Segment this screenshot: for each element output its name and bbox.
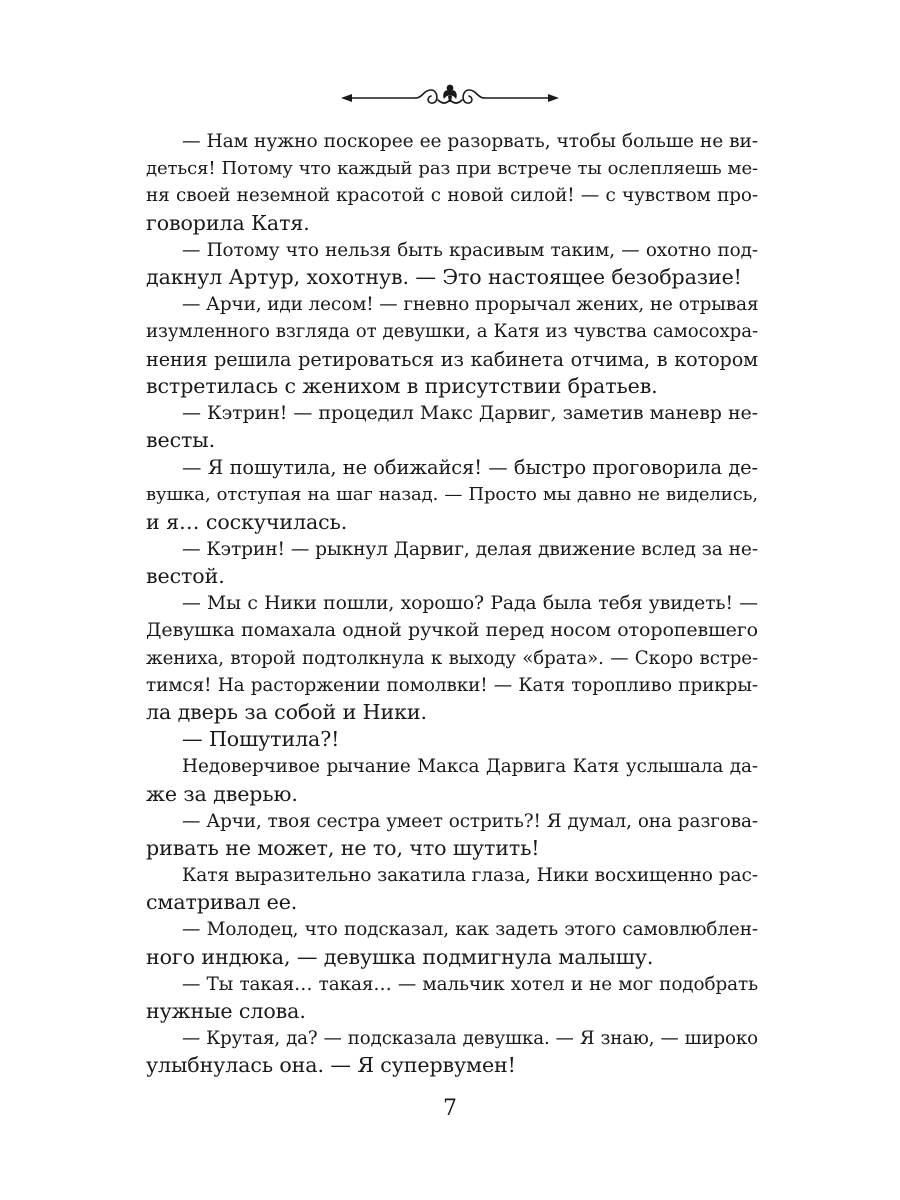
text-line: дакнул Артур, хохотнув. — Это настоящее безобразие!	[146, 264, 742, 289]
text-line: вушка, отступая на шаг назад. — Просто мы давно не виделись,	[146, 484, 758, 506]
text-line: изумленного взгляда от девушки, а Катя из чувства самосохра-	[146, 321, 758, 343]
text-line: же за дверью.	[146, 781, 298, 806]
text-line: — Ты такая… такая… — мальчик хотел и не мог подобрать	[182, 973, 758, 995]
text-line: Недоверчивое рычание Макса Дарвига Катя услышала да-	[182, 756, 758, 778]
text-line: встретилась с женихом в присутствии братьев.	[146, 373, 658, 398]
text-line: и я… соскучилась.	[146, 509, 348, 534]
text-line: — Нам нужно поскорее ее разорвать, чтобы больше не ви-	[182, 131, 758, 152]
text-line: — Арчи, иди лесом! — гневно прорычал жених, не отрывая	[182, 294, 759, 316]
text-line: нужные слова.	[146, 999, 306, 1023]
text-line: говорила Катя.	[146, 210, 310, 235]
text-line: — Я пошутила, не обижайся! — быстро проговорила де-	[182, 456, 758, 480]
text-line: — Крутая, да? — подсказала девушка. — Я знаю, — широко	[182, 1028, 758, 1050]
text-line: тимся! На расторжении помолвки! — Катя торопливо прикры-	[146, 674, 758, 696]
header-ornament-icon	[338, 74, 562, 118]
text-line: вестой.	[146, 564, 225, 588]
text-line: — Пошутила?!	[182, 727, 340, 752]
text-line: улыбнулась она. — Я супервумен!	[146, 1053, 516, 1078]
body-text	[146, 128, 758, 1080]
text-line: — Кэтрин! — процедил Макс Дарвиг, заметив маневр не-	[182, 401, 758, 424]
text-line: — Арчи, твоя сестра умеет острить?! Я думал, она разгова-	[182, 810, 758, 832]
text-line: деться! Потому что каждый раз при встрече ты ослепляешь ме-	[146, 158, 758, 180]
text-line: весты.	[146, 428, 216, 453]
text-line: сматривал ее.	[146, 890, 298, 915]
text-line: ла дверь за собой и Ники.	[146, 699, 427, 724]
text-line: — Мы с Ники пошли, хорошо? Рада была тебя увидеть! —	[182, 593, 758, 615]
text-line: ня своей неземной красотой с новой силой! — с чувством про-	[146, 185, 758, 207]
text-line: ривать не может, не то, что шутить!	[146, 835, 540, 860]
text-line: Катя выразительно закатила глаза, Ники восхищенно рас-	[182, 865, 758, 887]
text-line: нения решила ретироваться из кабинета отчима, в котором	[146, 347, 758, 371]
text-line: — Кэтрин! — рыкнул Дарвиг, делая движение вслед за не-	[182, 538, 758, 560]
text-line: — Потому что нельзя быть красивым таким, — охотно под-	[182, 239, 758, 261]
text-line: — Молодец, что подсказал, как задеть этого самовлюблен-	[182, 919, 758, 941]
text-line: жениха, второй подтолкнула к выходу «брата». — Скоро встре-	[146, 647, 758, 669]
text-line: ного индюка, — девушка подмигнула малышу.	[146, 944, 654, 969]
text-line: Девушка помахала одной ручкой перед носом оторопевшего	[146, 619, 758, 642]
page-number: 7	[443, 1096, 457, 1121]
